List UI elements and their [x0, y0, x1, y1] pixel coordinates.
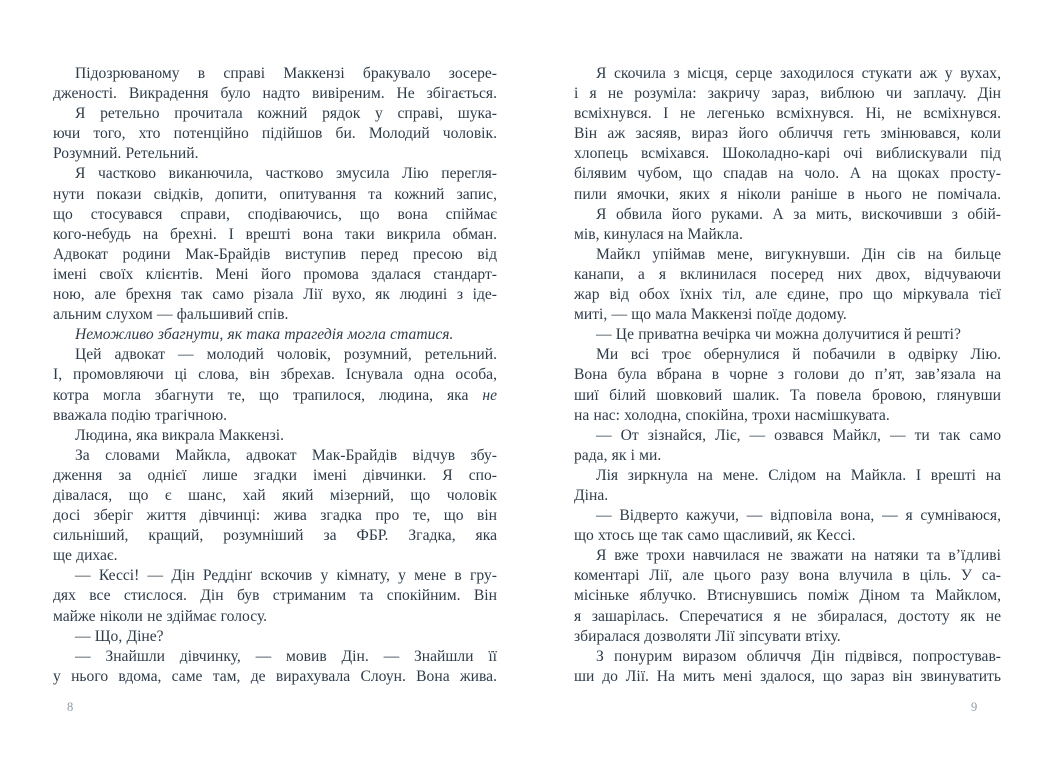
text-line: дях все стислося. Дін був стриманим та спокійним. Він — [53, 587, 497, 605]
page-number-right: 9 — [971, 700, 978, 714]
text-line: Він аж засяяв, вираз його обличчя геть змінювався, коли — [574, 125, 1001, 143]
text-line: у нього вдома, саме там, де вирахувала Слоун. Вона жива. — [53, 667, 497, 685]
text-line: канапи, а я вклинилася посеред них двох, відчуваючи — [574, 265, 1001, 283]
text-line: — Знайшли дівчинку, — мовив Дін. — Знайшли її — [75, 647, 497, 665]
text-line: коментарі Лії, але цього разу вона влучила в ціль. У са- — [574, 567, 1001, 585]
text-line: — Відверто кажучи, — відповіла вона, — я сумніваюся, — [596, 507, 1001, 525]
text-line: і я не розуміла: закричу зараз, виблюю чи заплачу. Дін — [574, 85, 1001, 103]
text-line: ною, але брехня так само різала Лії вухо, як людині з іде- — [53, 286, 497, 304]
text-line: — Кессі! — Дін Реддінґ вскочив у кімнату, у мене в гру- — [75, 567, 497, 585]
text-line: Цей адвокат — молодий чоловік, розумний, ретельний. — [75, 346, 497, 364]
text-line: І, промовляючи ці слова, він збрехав. Існувала одна особа, — [53, 366, 497, 384]
text-line: ючи того, хто потенційно підійшов би. Молодий чоловік. — [53, 125, 497, 143]
text-line: котра могла збагнути те, що трапилося, людина, яка не — [53, 386, 497, 404]
text-line: Я обвила його руками. А за мить, вискочивши з обій- — [596, 205, 1001, 223]
text-line: З понурим виразом обличчя Дін підвівся, попростував- — [596, 647, 1001, 665]
text-line: Я ретельно прочитала кожний рядок у справі, шука- — [75, 105, 497, 123]
text-line: Підозрюваному в справі Маккензі бракувало зосере- — [75, 65, 497, 82]
text-line: шиї білий шовковий шалик. Та повела бровою, глянувши — [574, 386, 1001, 404]
text-line: — От зізнайся, Ліє, — озвався Майкл, — ти так само — [596, 426, 1001, 444]
text-line: досі зберіг життя дівчинці: жива згадка про те, що він — [53, 507, 497, 525]
text-line: місіньке яблучко. Втиснувшись поміж Діном та Майклом, — [574, 587, 1001, 605]
text-line: білявим чубом, що спадав на чоло. А на щоках просту- — [574, 165, 1001, 183]
text-line: що стосувався справи, сподіваючись, що вона спіймає — [53, 205, 497, 223]
text-line: Я вже трохи навчилася не зважати на натяки та в’їдливі — [596, 547, 1001, 565]
text-line: Я скочила з місця, серце заходилося стукати аж у вухах, — [596, 65, 1001, 82]
text-line: хлопець всміхався. Шоколадно-карі очі виблискували під — [574, 145, 1001, 163]
text-line: мів, кинулася на Майкла. — [574, 225, 743, 243]
text-line: — Що, Діне? — [75, 627, 164, 645]
text-line: Людина, яка викрала Маккензі. — [75, 426, 284, 444]
text-line: на нас: холодна, спокійна, трохи насмішкувата. — [574, 406, 890, 424]
text-line: пили ямочки, яких я ніколи раніше в нього не помічала. — [574, 185, 1001, 203]
text-line: я зашарілась. Сперечатися я не збиралася, достоту як не — [574, 607, 1001, 625]
text-line: дження за однієї лише згадки імені дівчинки. Я спо- — [53, 466, 497, 484]
text-line: що хтось ще так само щасливий, як Кессі. — [574, 527, 856, 545]
text-line: вважала подію трагічною. — [53, 406, 227, 424]
text-line: Неможливо збагнути, як така трагедія могла статися. — [75, 326, 454, 344]
text-line: Ми всі троє обернулися й побачили в одвірку Лію. — [596, 346, 1001, 364]
text-line: кого-небудь на брехні. І врешті вона таки викрила обман. — [53, 225, 497, 243]
text-line: Діна. — [574, 486, 609, 504]
text-line: нути покази свідків, допити, опитування та кожний запис, — [53, 185, 497, 203]
text-line: Майкл упіймав мене, вигукнувши. Дін сів на бильце — [596, 245, 1001, 263]
text-line: Лія зиркнула на мене. Слідом на Майкла. І врешті на — [596, 466, 1001, 484]
text-line: альним слухом — фальшивий спів. — [53, 306, 289, 324]
text-line: сильніший, кращий, розумніший за ФБР. Згадка, яка — [53, 527, 497, 545]
text-line: дівалася, що є шанс, хай який мізерний, що чоловік — [53, 486, 497, 504]
text-line: Вона була вбрана в чорне з голови до п’ят, зав’язала на — [574, 366, 1001, 384]
text-line: всміхнувся. І не легенько всміхнувся. Ні, не всміхнувся. — [574, 105, 1001, 123]
text-line: — Це приватна вечірка чи можна долучитися й решті? — [596, 326, 961, 344]
text-line: імені своїх клієнтів. Мені його промова здалася стандарт- — [53, 265, 497, 283]
left-page-text — [53, 64, 497, 687]
text-line: ще дихає. — [53, 547, 118, 565]
right-page-text — [574, 64, 1001, 687]
text-line: жар від обох їхніх тіл, але єдине, про що міркувала тієї — [574, 286, 1001, 304]
text-line: збиралася дозволяти Лії зіпсувати втіху. — [574, 627, 841, 645]
text-line: рада, як і ми. — [574, 446, 662, 464]
text-line: За словами Майкла, адвокат Мак-Брайдів відчув збу- — [75, 446, 497, 464]
text-line: миті, — що мала Маккензі поїде додому. — [574, 306, 847, 324]
text-line: Адвокат родини Мак-Брайдів виступив перед пресою від — [53, 245, 497, 263]
text-line: ши до Лії. На мить мені здалося, що зараз він звинуватить — [574, 667, 1001, 685]
page-number-left: 8 — [67, 700, 74, 714]
text-line: Розумний. Ретельний. — [53, 145, 199, 163]
text-line: майже ніколи не здіймає голосу. — [53, 607, 268, 625]
text-line: дженості. Викрадення було надто вивіреним. Не збігається. — [53, 85, 497, 103]
text-line: Я частково виканючила, частково змусила Лію перегля- — [75, 165, 497, 183]
